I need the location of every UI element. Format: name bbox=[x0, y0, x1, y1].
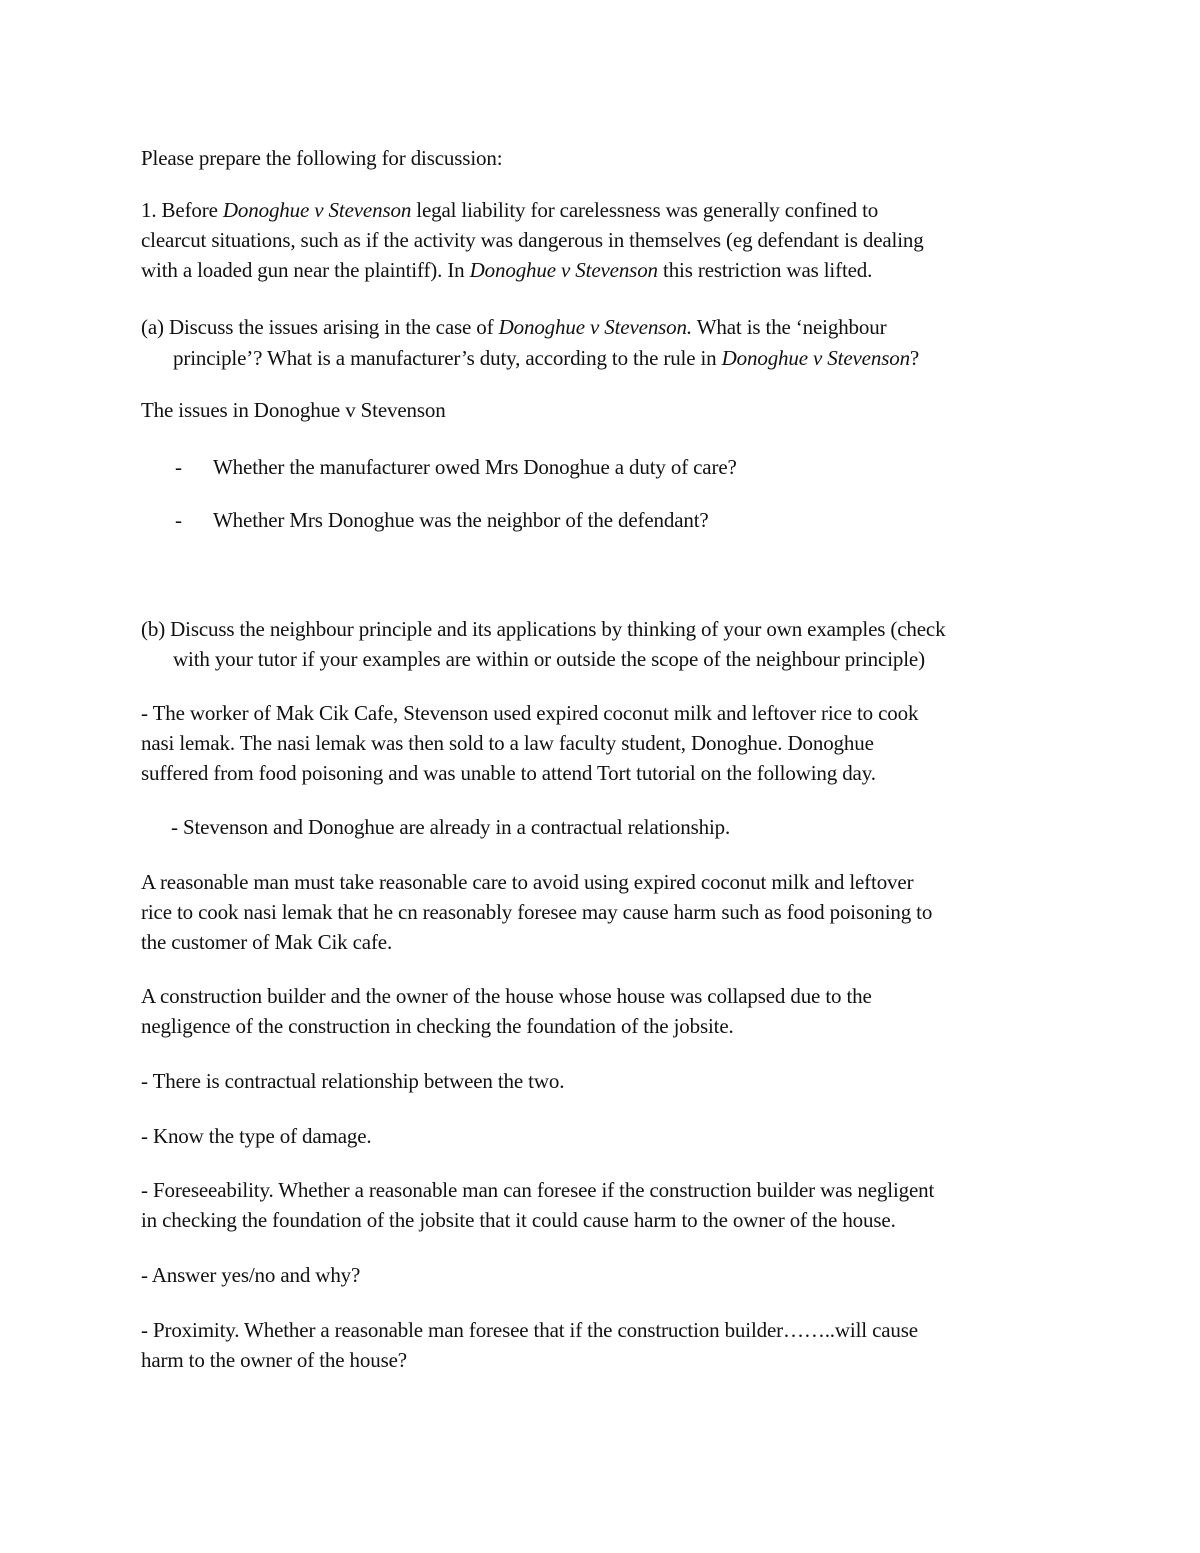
example-1-line: suffered from food poisoning and was unable to attend Tort tutorial on the following day. bbox=[141, 761, 876, 785]
proximity-line: harm to the owner of the house? bbox=[141, 1348, 407, 1372]
issue-item: Whether the manufacturer owed Mrs Donoghue a duty of care? bbox=[213, 455, 737, 479]
example-2-line: negligence of the construction in checking the foundation of the jobsite. bbox=[141, 1014, 734, 1038]
text-run: legal liability for carelessness was generally confined to bbox=[411, 198, 879, 222]
text-run: What is the ‘neighbour bbox=[692, 315, 887, 339]
case-name: Donoghue v Stevenson bbox=[469, 258, 658, 282]
text-run: (a) Discuss the issues arising in the case of bbox=[141, 315, 499, 339]
answer-point: - Answer yes/no and why? bbox=[141, 1263, 361, 1287]
reasonable-man-line: A reasonable man must take reasonable care to avoid using expired coconut milk and leftover bbox=[141, 870, 914, 894]
example-2-line: A construction builder and the owner of the house whose house was collapsed due to the bbox=[141, 984, 872, 1008]
text-run: this restriction was lifted. bbox=[657, 258, 873, 282]
case-name: Donoghue v Stevenson. bbox=[498, 315, 692, 339]
case-name: Donoghue v Stevenson bbox=[721, 346, 910, 370]
text-run: with a loaded gun near the plaintiff). In bbox=[141, 258, 470, 282]
example-1-note: - Stevenson and Donoghue are already in a contractual relationship. bbox=[171, 815, 731, 839]
bullet-dash: - bbox=[175, 455, 182, 479]
question-1-line-2: clearcut situations, such as if the activity was dangerous in themselves (eg defendant is dealing bbox=[141, 228, 924, 252]
issue-item: Whether Mrs Donoghue was the neighbor of the defendant? bbox=[213, 508, 709, 532]
text-run: ? bbox=[909, 346, 920, 370]
damage-point: - Know the type of damage. bbox=[141, 1124, 372, 1148]
question-a-line-1 bbox=[141, 315, 886, 339]
question-1-line-3 bbox=[141, 258, 872, 282]
text-run: 1. Before bbox=[141, 198, 223, 222]
intro-line: Please prepare the following for discussion: bbox=[141, 146, 503, 170]
example-1-line: - The worker of Mak Cik Cafe, Stevenson used expired coconut milk and leftover rice to cook bbox=[141, 701, 919, 725]
proximity-line: - Proximity. Whether a reasonable man foresee that if the construction builder……..will cause bbox=[141, 1318, 918, 1342]
contract-point: - There is contractual relationship between the two. bbox=[141, 1069, 565, 1093]
question-a-line-2 bbox=[173, 346, 919, 370]
reasonable-man-line: the customer of Mak Cik cafe. bbox=[141, 930, 393, 954]
example-1-line: nasi lemak. The nasi lemak was then sold to a law faculty student, Donoghue. Donoghue bbox=[141, 731, 874, 755]
foreseeability-line: in checking the foundation of the jobsite that it could cause harm to the owner of the house. bbox=[141, 1208, 896, 1232]
question-1-line-1 bbox=[141, 198, 878, 222]
issues-heading: The issues in Donoghue v Stevenson bbox=[141, 398, 446, 422]
question-b-line-1: (b) Discuss the neighbour principle and its applications by thinking of your own examples (check bbox=[141, 617, 946, 641]
bullet-dash: - bbox=[175, 508, 182, 532]
question-b-line-2: with your tutor if your examples are within or outside the scope of the neighbour principle) bbox=[173, 647, 925, 671]
text-run: principle’? What is a manufacturer’s duty, according to the rule in bbox=[173, 346, 722, 370]
reasonable-man-line: rice to cook nasi lemak that he cn reasonably foresee may cause harm such as food poisoning to bbox=[141, 900, 933, 924]
foreseeability-line: - Foreseeability. Whether a reasonable man can foresee if the construction builder was negligent bbox=[141, 1178, 935, 1202]
case-name: Donoghue v Stevenson bbox=[222, 198, 412, 222]
